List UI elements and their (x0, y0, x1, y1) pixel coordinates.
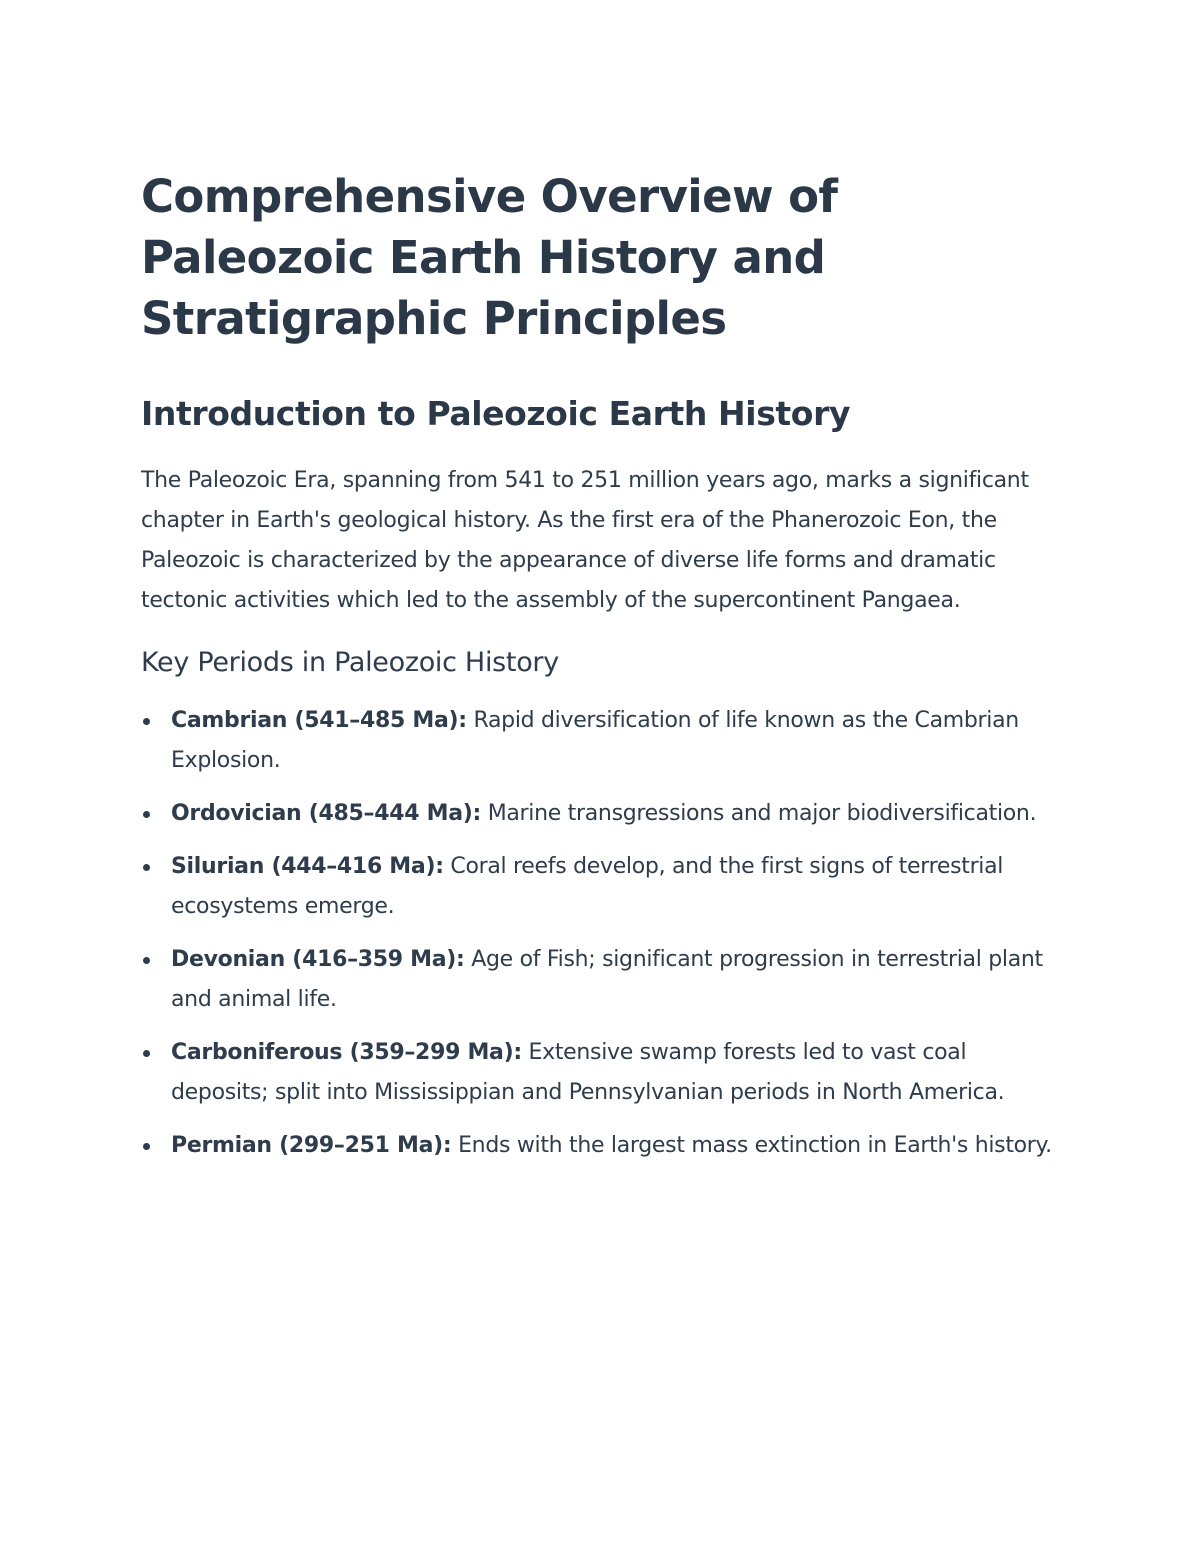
period-description: Coral reefs develop, and the first signs of terrestrial ecosystems emerge. (171, 854, 1004, 919)
period-term: Carboniferous (359–299 Ma): (171, 1040, 522, 1065)
bullet-icon (143, 957, 150, 964)
period-term: Cambrian (541–485 Ma): (171, 708, 467, 733)
list-item (141, 701, 1061, 781)
intro-paragraph: The Paleozoic Era, spanning from 541 to 251 million years ago, marks a significant chapter in Earth's geological history. As the first era of the Phanerozoic Eon, the Paleozoic is characterized by the appearance of diverse life forms and dramatic tectonic activities which led to the assembly of the supercontinent Pangaea. (141, 468, 1029, 613)
bullet-icon (143, 811, 150, 818)
period-term: Ordovician (485–444 Ma): (171, 801, 481, 826)
bullet-icon (143, 1143, 150, 1150)
bullet-icon (143, 718, 150, 725)
list-item (141, 794, 1061, 834)
period-description: Marine transgressions and major biodiversification. (481, 801, 1037, 826)
subsection-heading: Key Periods in Paleozoic History (141, 647, 559, 678)
list-item (141, 940, 1061, 1020)
period-term: Permian (299–251 Ma): (171, 1133, 452, 1158)
document-page (141, 166, 1061, 1179)
periods-list (141, 701, 1061, 1166)
bullet-icon (143, 1050, 150, 1057)
period-term: Silurian (444–416 Ma): (171, 854, 444, 879)
list-item (141, 1126, 1061, 1166)
period-description: Rapid diversification of life known as the Cambrian Explosion. (171, 708, 1019, 773)
bullet-icon (143, 864, 150, 871)
period-description: Age of Fish; significant progression in terrestrial plant and animal life. (171, 947, 1043, 1012)
period-description: Extensive swamp forests led to vast coal deposits; split into Mississippian and Pennsylvanian periods in North America. (171, 1040, 1005, 1105)
period-term: Devonian (416–359 Ma): (171, 947, 465, 972)
period-description: Ends with the largest mass extinction in Earth's history. (451, 1133, 1052, 1158)
section-heading: Introduction to Paleozoic Earth History (141, 394, 851, 433)
document-title: Comprehensive Overview of Paleozoic Earth History and Stratigraphic Principles (141, 170, 838, 345)
list-item (141, 847, 1061, 927)
list-item (141, 1033, 1061, 1113)
